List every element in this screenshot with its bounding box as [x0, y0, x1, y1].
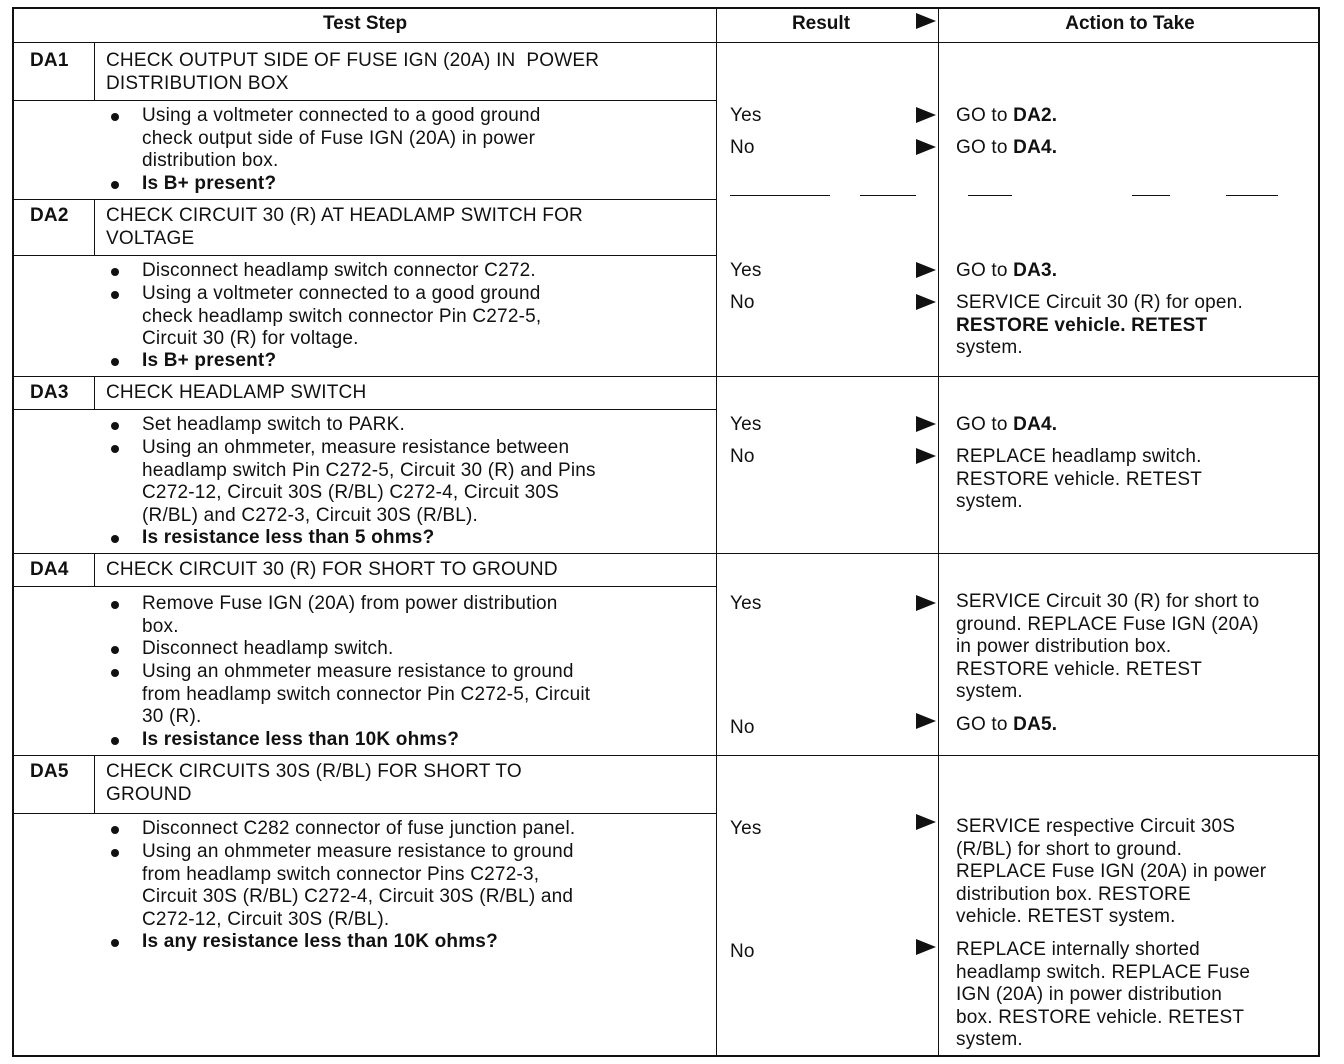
- step-id-da2: DA2: [30, 205, 69, 226]
- id-divider: [94, 553, 95, 586]
- da1-action-yes: GO to DA2.: [956, 105, 1058, 126]
- da1-result-yes: Yes: [730, 105, 762, 126]
- da4-result-yes: Yes: [730, 593, 762, 614]
- id-divider: [94, 199, 95, 255]
- column-divider: [716, 9, 717, 1055]
- dash-mark: [1132, 195, 1170, 196]
- da3-step-2: Using an ohmmeter, measure resistance between headlamp switch Pin C272-5, Circuit 30 (R) and Pins C272-12, Circuit 30S (R/BL) C272-4, Circuit 30S (R/BL) and C272-3, Circuit 30S (R/BL).: [142, 437, 596, 526]
- dash-mark: [730, 195, 830, 196]
- da2-result-no: No: [730, 292, 755, 313]
- da2-title: CHECK CIRCUIT 30 (R) AT HEADLAMP SWITCH FOR VOLTAGE: [106, 205, 583, 249]
- dash-mark: [968, 195, 1012, 196]
- da5-result-no: No: [730, 941, 755, 962]
- step-divider: [14, 199, 716, 200]
- header-result: Result: [791, 13, 851, 34]
- bullet-icon: [111, 181, 119, 189]
- da3-title: CHECK HEADLAMP SWITCH: [106, 382, 367, 403]
- dash-mark: [860, 195, 916, 196]
- step-id-da1: DA1: [30, 50, 69, 71]
- step-divider: [14, 755, 1318, 756]
- id-divider: [94, 376, 95, 409]
- header-test-step: Test Step: [322, 13, 408, 34]
- da5-title: CHECK CIRCUITS 30S (R/BL) FOR SHORT TO GROUND: [106, 761, 522, 805]
- dash-mark: [1226, 195, 1278, 196]
- bullet-icon: [111, 291, 119, 299]
- title-divider: [14, 100, 716, 101]
- da1-step-1: Using a voltmeter connected to a good ground check output side of Fuse IGN (20A) in power distribution box.: [142, 105, 541, 171]
- da1-title: CHECK OUTPUT SIDE OF FUSE IGN (20A) IN POWER DISTRIBUTION BOX: [106, 50, 600, 94]
- da2-action-yes: GO to DA3.: [956, 260, 1058, 281]
- bullet-icon: [111, 268, 119, 276]
- da5-step-2: Using an ohmmeter measure resistance to ground from headlamp switch connector Pins C272-3, Circuit 30S (R/BL) C272-4, Circuit 30S (R/BL) and C272-12, Circuit 30S (R/BL).: [142, 841, 574, 930]
- da2-result-yes: Yes: [730, 260, 762, 281]
- da2-question: Is B+ present?: [142, 350, 277, 371]
- arrow-icon: [916, 262, 936, 278]
- bullet-icon: [111, 601, 119, 609]
- da3-question: Is resistance less than 5 ohms?: [142, 527, 435, 548]
- step-divider: [14, 376, 1318, 377]
- bullet-icon: [111, 849, 119, 857]
- da3-result-yes: Yes: [730, 414, 762, 435]
- da4-title: CHECK CIRCUIT 30 (R) FOR SHORT TO GROUND: [106, 559, 558, 580]
- da4-step-2: Disconnect headlamp switch.: [142, 638, 394, 659]
- bullet-icon: [111, 669, 119, 677]
- da4-question: Is resistance less than 10K ohms?: [142, 729, 460, 750]
- title-divider: [14, 586, 716, 587]
- arrow-icon: [916, 713, 936, 729]
- id-divider: [94, 42, 95, 100]
- da3-action-no: REPLACE headlamp switch. RESTORE vehicle. RETEST system.: [956, 446, 1203, 512]
- step-id-da4: DA4: [30, 559, 69, 580]
- id-divider: [94, 755, 95, 813]
- arrow-icon: [916, 294, 936, 310]
- da2-step-2: Using a voltmeter connected to a good ground check headlamp switch connector Pin C272-5, Circuit 30 (R) for voltage.: [142, 283, 542, 349]
- bullet-icon: [111, 826, 119, 834]
- da5-action-no: REPLACE internally shorted headlamp switch. REPLACE Fuse IGN (20A) in power distribution box. RESTORE vehicle. RETEST system.: [956, 939, 1251, 1050]
- da4-action-no: GO to DA5.: [956, 714, 1058, 735]
- da1-result-no: No: [730, 137, 755, 158]
- da2-action-no: SERVICE Circuit 30 (R) for open. RESTORE vehicle. RETEST system.: [956, 292, 1243, 358]
- da5-result-yes: Yes: [730, 818, 762, 839]
- header-divider: [14, 42, 1318, 43]
- title-divider: [14, 255, 716, 256]
- bullet-icon: [111, 358, 119, 366]
- da1-question: Is B+ present?: [142, 173, 277, 194]
- bullet-icon: [111, 939, 119, 947]
- arrow-icon: [916, 107, 936, 123]
- da3-action-yes: GO to DA4.: [956, 414, 1058, 435]
- step-divider: [14, 553, 1318, 554]
- pinpoint-test-table: [12, 7, 1320, 1057]
- step-id-da5: DA5: [30, 761, 69, 782]
- bullet-icon: [111, 737, 119, 745]
- arrow-icon: [916, 448, 936, 464]
- title-divider: [14, 813, 716, 814]
- da3-result-no: No: [730, 446, 755, 467]
- arrow-icon: [916, 416, 936, 432]
- arrow-icon: [916, 939, 936, 955]
- da2-step-1: Disconnect headlamp switch connector C272.: [142, 260, 536, 281]
- bullet-icon: [111, 535, 119, 543]
- title-divider: [14, 409, 716, 410]
- da5-action-yes: SERVICE respective Circuit 30S (R/BL) for short to ground. REPLACE Fuse IGN (20A) in power distribution box. RESTORE vehicle. RETEST system.: [956, 816, 1267, 927]
- bullet-icon: [111, 113, 119, 121]
- bullet-icon: [111, 445, 119, 453]
- step-id-da3: DA3: [30, 382, 69, 403]
- da5-step-1: Disconnect C282 connector of fuse junction panel.: [142, 818, 576, 839]
- bullet-icon: [111, 422, 119, 430]
- arrow-icon: [916, 814, 936, 830]
- bullet-icon: [111, 646, 119, 654]
- da4-step-1: Remove Fuse IGN (20A) from power distribution box.: [142, 593, 558, 637]
- column-divider: [938, 9, 939, 1055]
- da4-action-yes: SERVICE Circuit 30 (R) for short to ground. REPLACE Fuse IGN (20A) in power distribution box. RESTORE vehicle. RETEST system.: [956, 591, 1260, 702]
- da4-step-3: Using an ohmmeter measure resistance to ground from headlamp switch connector Pin C272-5, Circuit 30 (R).: [142, 661, 591, 727]
- da5-question: Is any resistance less than 10K ohms?: [142, 931, 498, 952]
- arrow-icon: [916, 595, 936, 611]
- da1-action-no: GO to DA4.: [956, 137, 1058, 158]
- header-arrow-icon: [916, 13, 936, 29]
- header-action: Action to Take: [1065, 13, 1195, 34]
- arrow-icon: [916, 139, 936, 155]
- da4-result-no: No: [730, 717, 755, 738]
- da3-step-1: Set headlamp switch to PARK.: [142, 414, 405, 435]
